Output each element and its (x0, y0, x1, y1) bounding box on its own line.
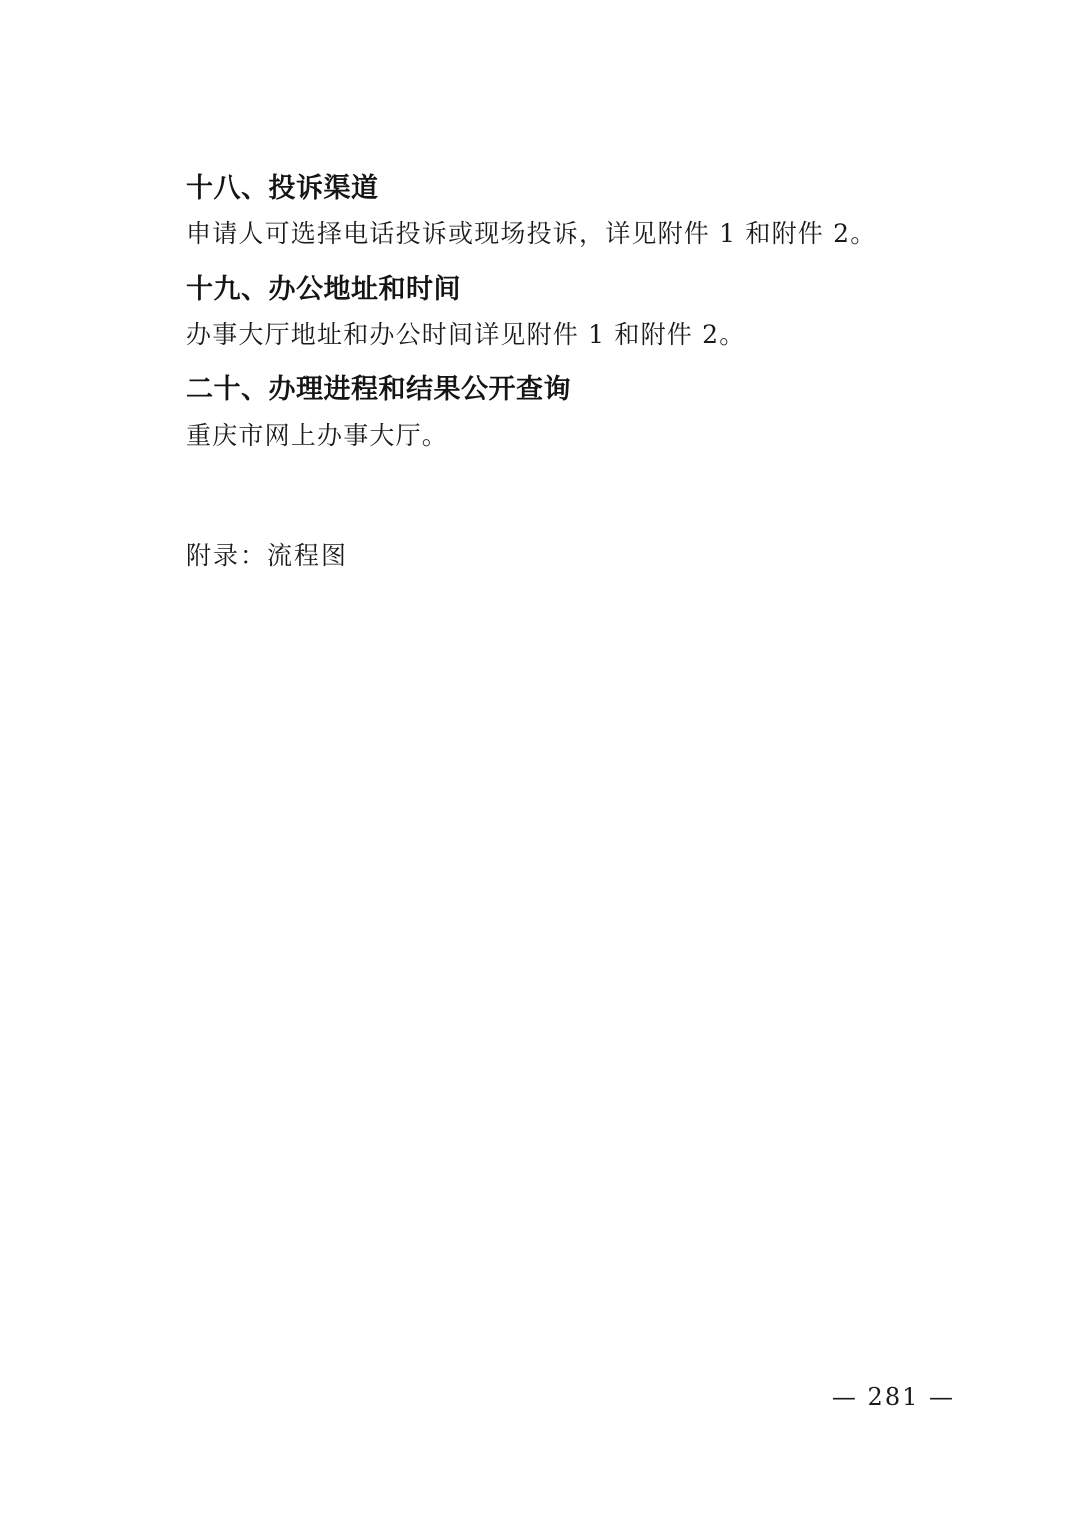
section-paragraph-20: 重庆市网上办事大厅。 (186, 420, 449, 450)
section-heading-19: 十九、办公地址和时间 (186, 273, 461, 304)
document-body (186, 170, 965, 574)
page-number: — 281 — (831, 1383, 955, 1411)
section-heading-18: 十八、投诉渠道 (186, 173, 379, 203)
section-paragraph-18: 申请人可选择电话投诉或现场投诉，详见附件 1 和附件 2。 (186, 219, 877, 249)
section-heading-20: 二十、办理进程和结果公开查询 (186, 374, 571, 405)
appendix-line: 附录：流程图 (186, 541, 349, 571)
section-paragraph-19: 办事大厅地址和办公时间详见附件 1 和附件 2。 (186, 320, 746, 350)
